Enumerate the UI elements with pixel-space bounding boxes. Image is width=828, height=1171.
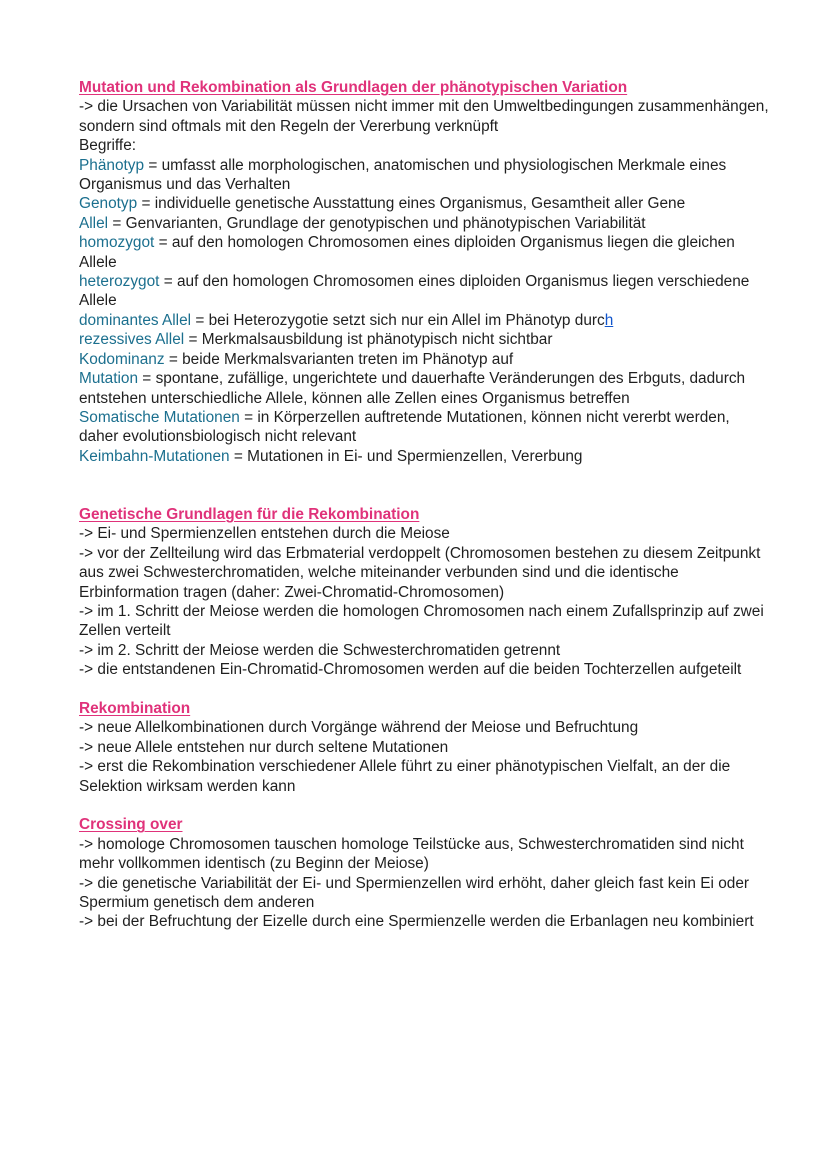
section-heading: Mutation und Rekombination als Grundlagen der phänotypischen Variation xyxy=(79,79,628,96)
term-entry xyxy=(79,408,769,447)
term-label: Somatische Mutationen xyxy=(79,408,240,426)
bullet-line: -> die entstandenen Ein-Chromatid-Chromosomen werden auf die beiden Tochterzellen aufgeteilt xyxy=(79,661,742,679)
term-entry xyxy=(79,194,769,213)
term-definition: = spontane, zufällige, ungerichtete und dauerhafte Veränderungen des Erbguts, dadurch entstehen unterschiedliche Allele, können alle Zellen eines Organismus betreffen xyxy=(79,370,746,407)
bullet-line: -> neue Allelkombinationen durch Vorgänge während der Meiose und Befruchtung xyxy=(79,719,639,737)
term-label: homozygot xyxy=(79,234,155,252)
term-entry xyxy=(79,447,769,466)
term-label: rezessives Allel xyxy=(79,331,185,349)
term-label: heterozygot xyxy=(79,273,160,291)
section-crossing-over xyxy=(79,815,769,931)
term-label: Kodominanz xyxy=(79,350,165,368)
term-label: Allel xyxy=(79,214,109,232)
section-mutation-rekombination xyxy=(79,78,769,466)
section-rekombination xyxy=(79,699,769,796)
term-definition: = beide Merkmalsvarianten treten im Phänotyp auf xyxy=(164,350,514,368)
term-entry xyxy=(79,369,769,408)
section-heading: Genetische Grundlagen für die Rekombination xyxy=(79,505,420,523)
intro-line: -> die Ursachen von Variabilität müssen nicht immer mit den Umweltbedingungen zusammenhängen, sondern sind oftmals mit den Regeln der Vererbung verknüpft xyxy=(79,98,769,135)
term-entry xyxy=(79,156,769,195)
bullet-line: -> bei der Befruchtung der Eizelle durch eine Spermienzelle werden die Erbanlagen neu kombiniert xyxy=(79,913,754,931)
term-definition: = individuelle genetische Ausstattung eines Organismus, Gesamtheit aller Gene xyxy=(137,195,686,213)
bullet-line: -> homologe Chromosomen tauschen homologe Teilstücke aus, Schwesterchromatiden sind nicht mehr vollkommen identisch (zu Beginn der Meiose) xyxy=(79,835,744,873)
term-label: Genotyp xyxy=(79,195,138,213)
bullet-line: -> neue Allele entstehen nur durch seltene Mutationen xyxy=(79,738,449,756)
term-entry xyxy=(79,214,769,233)
term-definition: = Genvarianten, Grundlage der genotypischen und phänotypischen Variabilität xyxy=(108,214,646,232)
term-entry xyxy=(79,311,769,330)
term-definition: = in Körperzellen auftretende Mutationen, können nicht vererbt werden, daher evolutionsbiologisch nicht relevant xyxy=(79,408,730,446)
term-definition: = auf den homologen Chromosomen eines diploiden Organismus liegen die gleichen Allele xyxy=(79,234,735,271)
intro-line: Begriffe: xyxy=(79,137,137,155)
term-entry xyxy=(79,350,769,369)
term-entry xyxy=(79,330,769,349)
term-label: Keimbahn-Mutationen xyxy=(79,447,230,465)
bullet-line: -> im 1. Schritt der Meiose werden die homologen Chromosomen nach einem Zufallsprinzip auf zwei Zellen verteilt xyxy=(79,602,764,640)
term-definition: = bei Heterozygotie setzt sich nur ein Allel im Phänotyp durc xyxy=(191,311,605,329)
term-definition: = umfasst alle morphologischen, anatomischen und physiologischen Merkmale eines Organismus und das Verhalten xyxy=(79,156,727,194)
term-definition: = Mutationen in Ei- und Spermienzellen, Vererbung xyxy=(229,447,583,465)
term-definition: = Merkmalsausbildung ist phänotypisch nicht sichtbar xyxy=(184,331,553,349)
bullet-line: -> im 2. Schritt der Meiose werden die Schwesterchromatiden getrennt xyxy=(79,641,561,659)
section-heading: Crossing over xyxy=(79,816,183,834)
document-page xyxy=(79,78,769,932)
bullet-line: -> erst die Rekombination verschiedener Allele führt zu einer phänotypischen Vielfalt, an der die Selektion wirksam werden kann xyxy=(79,758,731,795)
bullet-line: -> Ei- und Spermienzellen entstehen durch die Meiose xyxy=(79,525,450,543)
bullet-line: -> die genetische Variabilität der Ei- und Spermienzellen wird erhöht, daher gleich fast kein Ei oder Spermium genetisch dem anderen xyxy=(79,874,750,912)
term-entry xyxy=(79,272,769,311)
section-genetische-grundlagen xyxy=(79,505,769,680)
term-entry xyxy=(79,233,769,272)
hyperlink-fragment[interactable]: h xyxy=(604,311,614,329)
bullet-line: -> vor der Zellteilung wird das Erbmaterial verdoppelt (Chromosomen bestehen zu diesem Zeitpunkt aus zwei Schwesterchromatiden, welche miteinander verbunden sind und die identische Erbinformation tragen (daher: Zwei-Chromatid-Chromosomen) xyxy=(79,544,761,601)
term-definition: = auf den homologen Chromosomen eines diploiden Organismus liegen verschiedene Allele xyxy=(79,273,750,310)
section-heading: Rekombination xyxy=(79,699,191,717)
term-label: dominantes Allel xyxy=(79,311,192,329)
term-label: Phänotyp xyxy=(79,156,145,174)
term-label: Mutation xyxy=(79,370,139,388)
